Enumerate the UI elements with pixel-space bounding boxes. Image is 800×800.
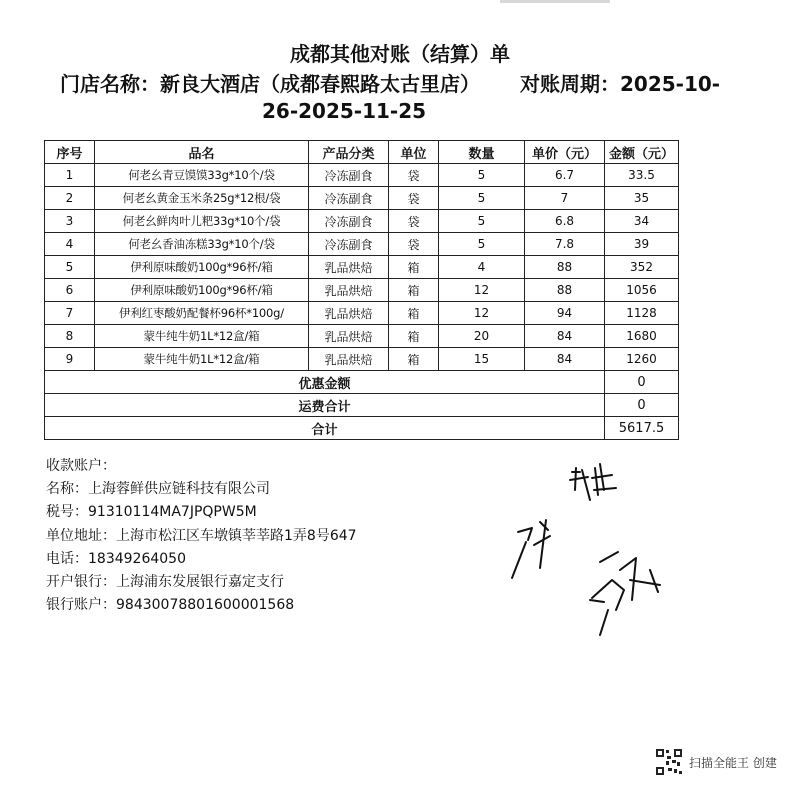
period-part2: 26-2025-11-25 bbox=[262, 99, 427, 123]
cell-amount: 39 bbox=[605, 233, 679, 256]
table-row bbox=[45, 187, 679, 210]
payee-heading: 收款账户： bbox=[46, 458, 116, 474]
total-label: 合计 bbox=[45, 417, 605, 440]
qr-code-icon bbox=[655, 748, 683, 776]
cell-category: 乳品烘焙 bbox=[309, 302, 389, 325]
cell-unit: 箱 bbox=[389, 279, 439, 302]
cell-amount: 352 bbox=[605, 256, 679, 279]
summary-row-total bbox=[45, 417, 679, 440]
cell-category: 冷冻副食 bbox=[309, 187, 389, 210]
cell-no: 5 bbox=[45, 256, 95, 279]
freight-label: 运费合计 bbox=[45, 394, 605, 417]
cell-category: 冷冻副食 bbox=[309, 233, 389, 256]
header-period-line bbox=[262, 99, 800, 123]
col-header: 产品分类 bbox=[309, 141, 389, 164]
col-header: 品名 bbox=[95, 141, 309, 164]
cell-qty: 12 bbox=[439, 279, 525, 302]
cell-name: 蒙牛纯牛奶1L*12盒/箱 bbox=[95, 325, 309, 348]
cell-name: 伊利原味酸奶100g*96杯/箱 bbox=[95, 279, 309, 302]
table-row bbox=[45, 233, 679, 256]
freight-value: 0 bbox=[605, 394, 679, 417]
cell-category: 乳品烘焙 bbox=[309, 348, 389, 371]
cell-unit: 袋 bbox=[389, 233, 439, 256]
table-row bbox=[45, 164, 679, 187]
cell-qty: 20 bbox=[439, 325, 525, 348]
cell-amount: 35 bbox=[605, 187, 679, 210]
cell-price: 94 bbox=[525, 302, 605, 325]
cell-name: 伊利红枣酸奶配餐杯96杯*100g/ bbox=[95, 302, 309, 325]
cell-unit: 袋 bbox=[389, 164, 439, 187]
cell-qty: 15 bbox=[439, 348, 525, 371]
cell-unit: 箱 bbox=[389, 348, 439, 371]
col-header: 数量 bbox=[439, 141, 525, 164]
payee-phone: 电话：18349264050 bbox=[46, 550, 186, 567]
payee-account-block bbox=[46, 455, 357, 617]
table-row bbox=[45, 256, 679, 279]
handwritten-signatures bbox=[500, 450, 700, 650]
cell-price: 7 bbox=[525, 187, 605, 210]
cell-name: 何老幺鲜肉叶儿粑33g*10个/袋 bbox=[95, 210, 309, 233]
payee-tax-no: 税号：91310114MA7JPQPW5M bbox=[46, 504, 257, 521]
cell-name: 何老幺香油冻糕33g*10个/袋 bbox=[95, 233, 309, 256]
cell-amount: 1056 bbox=[605, 279, 679, 302]
reconciliation-table bbox=[44, 140, 679, 440]
cell-category: 乳品烘焙 bbox=[309, 256, 389, 279]
cell-price: 84 bbox=[525, 325, 605, 348]
cell-no: 1 bbox=[45, 164, 95, 187]
table-header-row bbox=[45, 141, 679, 164]
cell-no: 8 bbox=[45, 325, 95, 348]
cell-qty: 12 bbox=[439, 302, 525, 325]
cell-price: 88 bbox=[525, 279, 605, 302]
store-name: 新良大酒店（成都春熙路太古里店） bbox=[160, 72, 480, 96]
cell-qty: 5 bbox=[439, 164, 525, 187]
cell-amount: 1128 bbox=[605, 302, 679, 325]
cell-amount: 34 bbox=[605, 210, 679, 233]
cell-name: 何老幺黄金玉米条25g*12根/袋 bbox=[95, 187, 309, 210]
summary-row-discount bbox=[45, 371, 679, 394]
period-label: 对账周期： bbox=[520, 72, 620, 96]
col-header: 金额（元） bbox=[605, 141, 679, 164]
watermark-text: 扫描全能王 创建 bbox=[689, 755, 777, 770]
col-header: 单价（元） bbox=[525, 141, 605, 164]
cell-no: 9 bbox=[45, 348, 95, 371]
scanner-watermark bbox=[655, 748, 777, 776]
cell-price: 7.8 bbox=[525, 233, 605, 256]
cell-category: 冷冻副食 bbox=[309, 210, 389, 233]
document-title: 成都其他对账（结算）单 bbox=[290, 42, 510, 66]
cell-amount: 1260 bbox=[605, 348, 679, 371]
cell-name: 蒙牛纯牛奶1L*12盒/箱 bbox=[95, 348, 309, 371]
payee-bank: 开户银行：上海浦东发展银行嘉定支行 bbox=[46, 574, 284, 591]
total-value: 5617.5 bbox=[605, 417, 679, 440]
col-header: 单位 bbox=[389, 141, 439, 164]
cell-price: 88 bbox=[525, 256, 605, 279]
cell-amount: 1680 bbox=[605, 325, 679, 348]
cell-category: 乳品烘焙 bbox=[309, 325, 389, 348]
payee-account: 银行账户：98430078801600001568 bbox=[46, 597, 295, 614]
cell-amount: 33.5 bbox=[605, 164, 679, 187]
cell-category: 冷冻副食 bbox=[309, 164, 389, 187]
cell-unit: 箱 bbox=[389, 256, 439, 279]
table-row bbox=[45, 302, 679, 325]
cell-qty: 5 bbox=[439, 210, 525, 233]
table-row bbox=[45, 279, 679, 302]
store-label: 门店名称： bbox=[60, 72, 160, 96]
summary-row-freight bbox=[45, 394, 679, 417]
header-store-line bbox=[60, 68, 721, 97]
cell-no: 4 bbox=[45, 233, 95, 256]
cell-qty: 4 bbox=[439, 256, 525, 279]
cell-no: 6 bbox=[45, 279, 95, 302]
cell-price: 84 bbox=[525, 348, 605, 371]
cell-no: 3 bbox=[45, 210, 95, 233]
period-part1: 2025-10- bbox=[620, 72, 721, 96]
cell-unit: 箱 bbox=[389, 302, 439, 325]
cell-unit: 袋 bbox=[389, 187, 439, 210]
cell-no: 7 bbox=[45, 302, 95, 325]
scan-edge-mark bbox=[500, 0, 610, 3]
col-header: 序号 bbox=[45, 141, 95, 164]
table-row bbox=[45, 210, 679, 233]
cell-unit: 袋 bbox=[389, 210, 439, 233]
cell-name: 伊利原味酸奶100g*96杯/箱 bbox=[95, 256, 309, 279]
cell-name: 何老幺青豆馍馍33g*10个/袋 bbox=[95, 164, 309, 187]
cell-no: 2 bbox=[45, 187, 95, 210]
cell-category: 乳品烘焙 bbox=[309, 279, 389, 302]
cell-price: 6.8 bbox=[525, 210, 605, 233]
cell-price: 6.7 bbox=[525, 164, 605, 187]
table-row bbox=[45, 325, 679, 348]
table-row bbox=[45, 348, 679, 371]
discount-value: 0 bbox=[605, 371, 679, 394]
cell-unit: 箱 bbox=[389, 325, 439, 348]
payee-name: 名称：上海蓉鲜供应链科技有限公司 bbox=[46, 481, 270, 498]
cell-qty: 5 bbox=[439, 187, 525, 210]
payee-address: 单位地址：上海市松江区车墩镇莘莘路1弄8号647 bbox=[46, 527, 357, 544]
cell-qty: 5 bbox=[439, 233, 525, 256]
discount-label: 优惠金额 bbox=[45, 371, 605, 394]
